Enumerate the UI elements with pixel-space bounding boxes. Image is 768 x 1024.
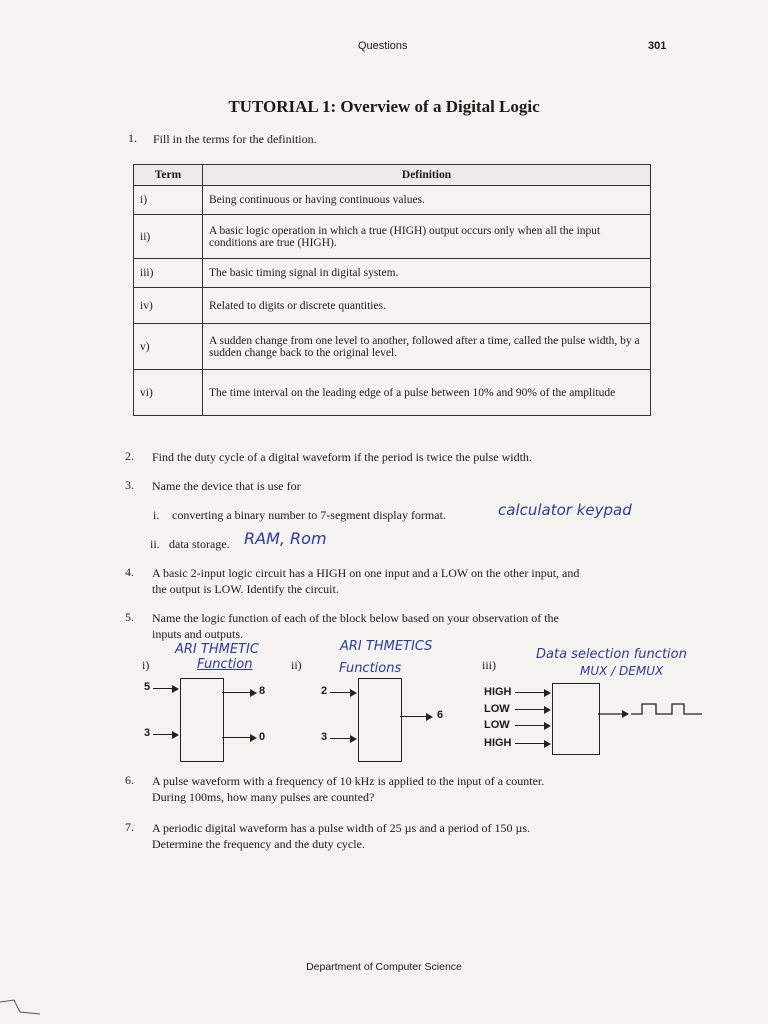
input-value: HIGH (484, 686, 512, 698)
definition-cell: Related to digits or discrete quantities. (203, 288, 651, 324)
question-number: 5. (125, 610, 134, 624)
definition-cell: A basic logic operation in which a true (HIGH) output occurs only when all the input conditions are true (HIGH). (203, 215, 651, 259)
question-number: 3. (125, 478, 134, 492)
pulse-waveform-output (598, 700, 708, 724)
definition-cell: The basic timing signal in digital system. (203, 259, 651, 288)
question-number: 2. (125, 449, 134, 463)
block-label: iii) (482, 658, 496, 672)
handwritten-answer: calculator keypad (498, 501, 632, 519)
handwritten-answer: Functions (339, 661, 402, 676)
handwritten-answer: MUX / DEMUX (580, 664, 664, 678)
arrow-right-icon (350, 689, 357, 697)
output-value: 0 (259, 731, 266, 743)
input-value: HIGH (484, 737, 512, 749)
input-line (330, 738, 351, 739)
sub-question-text: data storage. (169, 537, 230, 551)
input-line (515, 743, 545, 744)
handwritten-answer: RAM, Rom (244, 529, 327, 548)
arrow-right-icon (172, 685, 179, 693)
square-pulse-icon (631, 704, 702, 714)
arrow-right-icon (250, 734, 257, 742)
arrow-right-icon (544, 722, 551, 730)
question-text-line: A periodic digital waveform has a pulse width of 25 µs and a period of 150 µs. (152, 821, 531, 835)
term-cell: iii) (134, 259, 203, 288)
term-cell: ii) (134, 215, 203, 259)
output-line (222, 692, 252, 693)
sub-question-label: i. (153, 508, 160, 522)
input-value: 3 (321, 731, 328, 743)
input-line (153, 688, 173, 689)
question-number: 1. (128, 131, 137, 145)
question-text: Find the duty cycle of a digital waveform if the period is twice the pulse width. (152, 450, 532, 464)
question-text-line: A basic 2-input logic circuit has a HIGH on one input and a LOW on the other input, and (152, 566, 580, 580)
handwritten-answer: Data selection function (536, 647, 687, 662)
input-value: 2 (321, 685, 328, 697)
page-number: 301 (648, 40, 667, 52)
scan-artifact-line (0, 1000, 40, 1014)
question-text-line: During 100ms, how many pulses are counted? (152, 790, 375, 804)
output-value: 8 (259, 685, 266, 697)
question-text: Name the device that is use for (152, 479, 301, 493)
question-text-line: Name the logic function of each of the block below based on your observation of the (152, 611, 559, 625)
input-line (515, 692, 545, 693)
arrow-right-icon (426, 713, 433, 721)
page-footer: Department of Computer Science (306, 961, 462, 973)
input-value: LOW (484, 719, 510, 731)
output-line (400, 716, 428, 717)
definition-cell: A sudden change from one level to another, followed after a time, called the pulse width, by a sudden change back to the original level. (203, 324, 651, 370)
logic-block (180, 678, 224, 762)
question-text-line: A pulse waveform with a frequency of 10 kHz is applied to the input of a counter. (152, 774, 545, 788)
question-text-line: inputs and outputs. (152, 627, 244, 641)
question-number: 6. (125, 773, 134, 787)
table-row (134, 370, 651, 416)
definition-cell: Being continuous or having continuous values. (203, 186, 651, 215)
table-row (134, 186, 651, 215)
block-label: ii) (291, 658, 302, 672)
output-line (222, 737, 252, 738)
table-row (134, 324, 651, 370)
input-value: 3 (144, 727, 151, 739)
handwritten-answer: Function (197, 657, 253, 672)
column-header-definition: Definition (203, 165, 651, 186)
table-row (134, 288, 651, 324)
input-line (515, 709, 545, 710)
logic-block (358, 678, 402, 762)
input-line (153, 734, 173, 735)
term-cell: v) (134, 324, 203, 370)
block-label: i) (142, 658, 150, 672)
arrow-right-icon (544, 740, 551, 748)
handwritten-answer: ARI THMETIC (175, 642, 259, 657)
arrow-right-icon (172, 731, 179, 739)
scan-margin-mark (0, 990, 60, 1020)
input-line (330, 692, 351, 693)
input-value: LOW (484, 703, 510, 715)
question-number: 7. (125, 820, 134, 834)
page-title: TUTORIAL 1: Overview of a Digital Logic (228, 97, 540, 116)
question-text-line: Determine the frequency and the duty cycle. (152, 837, 365, 851)
definition-cell: The time interval on the leading edge of a pulse between 10% and 90% of the amplitude (203, 370, 651, 416)
arrow-right-icon (350, 735, 357, 743)
column-header-term: Term (134, 165, 203, 186)
logic-block (552, 683, 600, 755)
arrow-right-icon (544, 706, 551, 714)
term-cell: vi) (134, 370, 203, 416)
arrow-right-icon (544, 689, 551, 697)
question-text-line: the output is LOW. Identify the circuit. (152, 582, 339, 596)
term-cell: iv) (134, 288, 203, 324)
handwritten-answer: ARI THMETICS (340, 639, 433, 654)
sub-question-text: converting a binary number to 7-segment display format. (172, 508, 446, 522)
table-row (134, 259, 651, 288)
input-value: 5 (144, 681, 151, 693)
output-value: 6 (437, 709, 444, 721)
terms-table (133, 164, 651, 416)
question-text: Fill in the terms for the definition. (153, 132, 317, 146)
sub-question-label: ii. (150, 537, 160, 551)
arrow-right-icon (250, 689, 257, 697)
running-header-title: Questions (358, 40, 408, 52)
table-row (134, 215, 651, 259)
arrow-right-icon (622, 710, 629, 718)
table-header-row (134, 165, 651, 186)
input-line (515, 725, 545, 726)
term-cell: i) (134, 186, 203, 215)
question-number: 4. (125, 565, 134, 579)
